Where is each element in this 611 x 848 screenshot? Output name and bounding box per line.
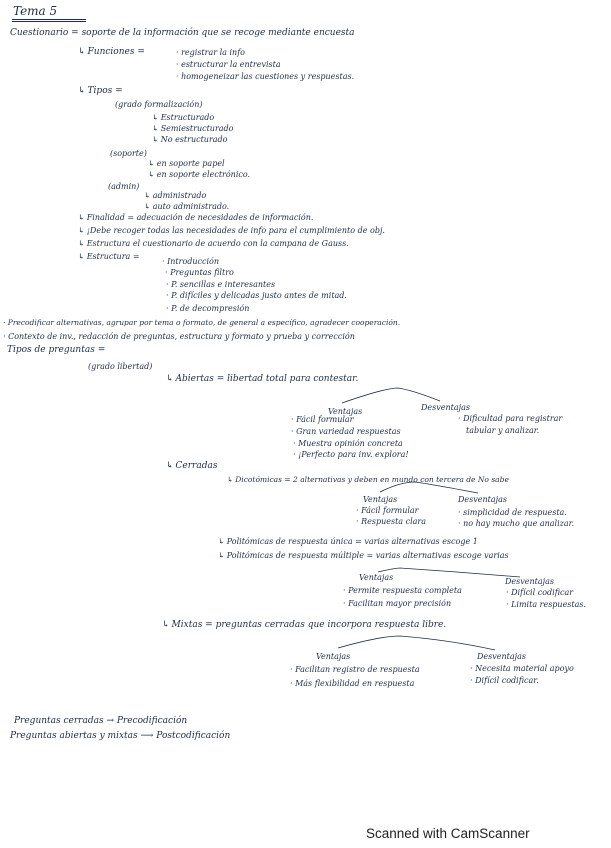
note-line: ↳ ¡Debe recoger todas las necesidades de info para el cumplimiento de obj.	[78, 225, 385, 236]
type-item: ↳ en soporte electrónico.	[148, 169, 250, 180]
advantage-item: · ¡Perfecto para inv. explora!	[293, 450, 409, 459]
disadvantage-item: · Necesita material apoyo	[470, 664, 574, 673]
advantages-label: Ventajas	[359, 573, 394, 582]
note-line: ↳ Estructura el cuestionario de acuerdo con la campana de Gauss.	[78, 238, 349, 249]
disadvantages-label: Desventajas	[505, 577, 554, 586]
advantage-item: · Más flexibilidad en respuesta	[290, 679, 415, 688]
disadvantage-item: · Difícil codificar	[506, 588, 574, 597]
advantage-item: · Facilitan mayor precisión	[343, 599, 452, 608]
structure-item: · P. difíciles y delicadas justo antes de mitad.	[166, 291, 347, 300]
definition-line: Cuestionario = soporte de la información que se recoge mediante encuesta	[10, 28, 355, 38]
type-item: ↳ No estructurado	[152, 134, 227, 145]
scanner-watermark: Scanned with CamScanner	[366, 826, 530, 841]
type-group: (soporte)	[110, 149, 147, 158]
disadvantage-item: · Dificultad para registrar	[458, 414, 563, 423]
bullet-line: · Contexto de inv., redacción de preguntas, estructura y formato y prueba y corrección	[3, 332, 355, 341]
mixed-questions: ↳ Mixtas = preguntas cerradas que incorpora respuesta libre.	[162, 620, 446, 631]
single-response-questions: ↳ Politómicas de respuesta única = varias alternativas escoge 1	[218, 536, 478, 547]
type-group: (grado libertad)	[88, 362, 153, 371]
type-item: ↳ auto administrado.	[144, 201, 229, 212]
question-types-heading: Tipos de preguntas =	[7, 345, 106, 355]
structure-item: · P. de decompresión	[166, 304, 250, 313]
functions-heading: ↳ Funciones =	[78, 47, 145, 58]
structure-heading: ↳ Estructura =	[78, 251, 140, 262]
summary-line: Preguntas abiertas y mixtas ⟶ Postcodificación	[10, 731, 231, 741]
type-item: ↳ administrado	[144, 190, 206, 201]
disadvantage-item: tabular y analizar.	[466, 426, 540, 435]
function-item: · homogeneizar las cuestiones y respuestas.	[176, 72, 355, 81]
advantage-item: · Facilitan registro de respuesta	[290, 665, 420, 674]
types-heading: ↳ Tipos =	[78, 86, 123, 97]
disadvantage-item: · Difícil codificar.	[470, 676, 539, 685]
summary-line: Preguntas cerradas → Precodificación	[14, 716, 188, 726]
function-item: · estructurar la entrevista	[176, 60, 281, 69]
multiple-response-questions: ↳ Politómicas de respuesta múltiple = varias alternativas escoge varias	[218, 550, 509, 561]
note-line: ↳ Finalidad = adecuación de necesidades de información.	[78, 212, 313, 223]
type-item: ↳ en soporte papel	[148, 158, 225, 169]
advantage-item: · Gran variedad respuestas	[291, 427, 401, 436]
disadvantages-label: Desventajas	[421, 403, 470, 412]
dichotomous-questions: ↳ Dicotómicas = 2 alternativas y deben en mundo con tercera de No sabe	[227, 474, 509, 485]
advantages-label: Ventajas	[363, 495, 398, 504]
page-title: Tema 5	[13, 4, 58, 18]
function-item: · registrar la info	[176, 48, 245, 57]
closed-questions: ↳ Cerradas	[166, 461, 217, 472]
type-group: (admin)	[108, 182, 140, 191]
advantage-item: · Muestra opinión concreta	[293, 439, 403, 448]
advantage-item: · Fácil formular	[356, 506, 419, 515]
disadvantages-label: Desventajas	[458, 495, 507, 504]
advantages-label: Ventajas	[316, 652, 351, 661]
open-questions: ↳ Abiertas = libertad total para contestar.	[166, 374, 358, 385]
bullet-line: · Precodificar alternativas, agrupar por tema o formato, de general a específico, agradecer cooperación.	[3, 318, 401, 327]
structure-item: · P. sencillas e interesantes	[166, 280, 276, 289]
type-group: (grado formalización)	[115, 100, 203, 109]
advantage-item: · Permite respuesta completa	[343, 586, 462, 595]
type-item: ↳ Semiestructurado	[152, 123, 233, 134]
structure-item: · Preguntas filtro	[165, 268, 234, 277]
branch-open	[342, 388, 440, 403]
branch-mixed	[338, 636, 495, 650]
title-underline-2	[12, 21, 86, 22]
type-item: ↳ Estructurado	[152, 112, 214, 123]
disadvantages-label: Desventajas	[477, 652, 526, 661]
disadvantage-item: · simplicidad de respuesta.	[458, 508, 567, 517]
structure-item: · Introducción	[162, 257, 220, 266]
disadvantage-item: · Limita respuestas.	[506, 600, 587, 609]
disadvantage-item: · no hay mucho que analizar.	[458, 519, 575, 528]
advantages-label: Ventajas	[328, 407, 363, 416]
title-underline	[12, 19, 86, 20]
advantage-item: · Fácil formular	[291, 415, 354, 424]
advantage-item: · Respuesta clara	[356, 517, 426, 526]
branch-multiple	[378, 568, 520, 577]
